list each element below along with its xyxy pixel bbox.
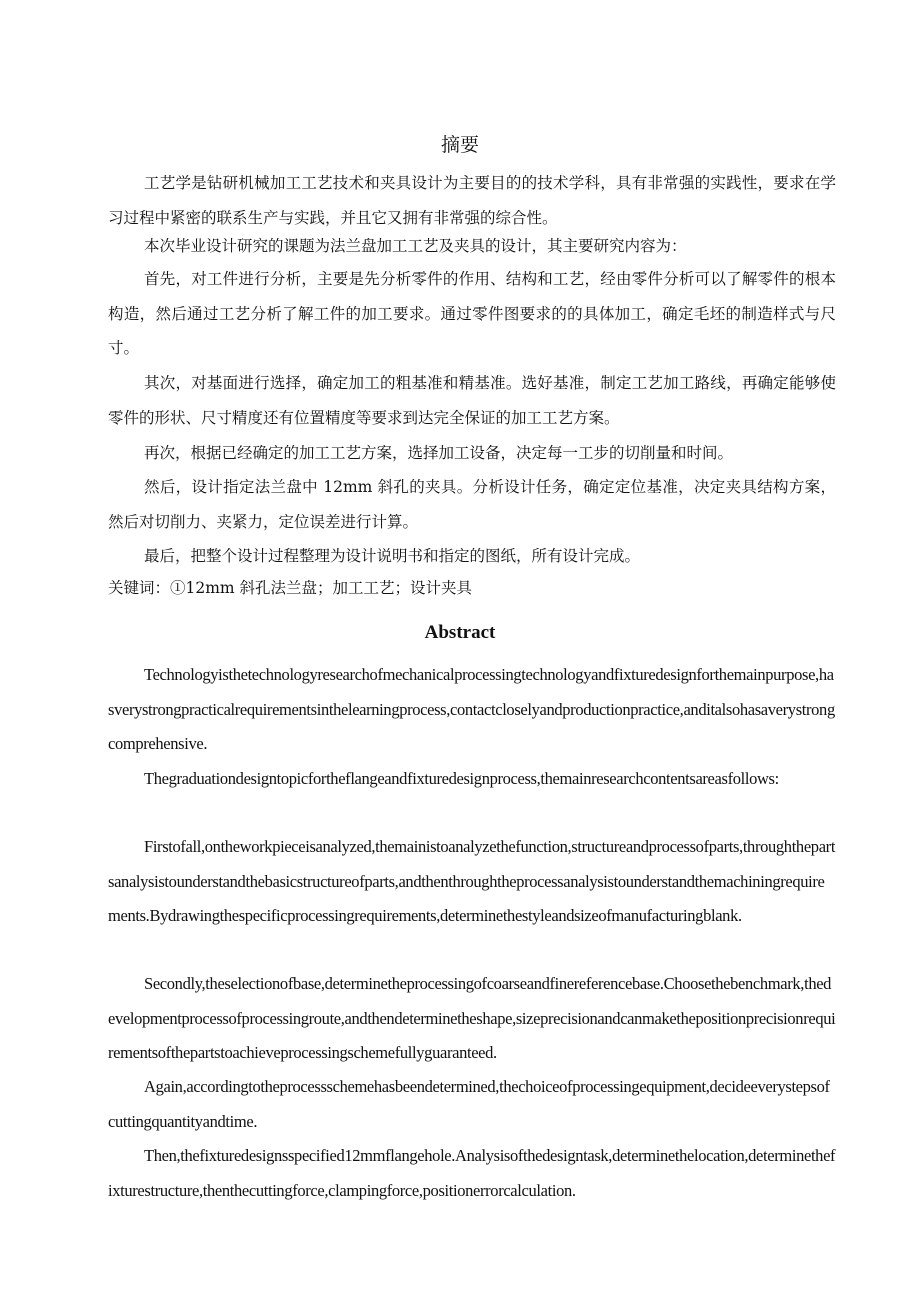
abstract-cn-paragraph-2: 本次毕业设计研究的课题为法兰盘加工工艺及夹具的设计，其主要研究内容为： <box>144 237 687 255</box>
abstract-en-paragraph-5: Again,accordingtotheprocessschemehasbeendetermined,thechoiceofprocessingequipment,decideeverystepsofcuttingquantityandtime. <box>108 1077 830 1131</box>
abstract-cn-keywords: 关键词：①12mm 斜孔法兰盘；加工工艺；设计夹具 <box>108 579 473 597</box>
abstract-en-paragraph-6: Then,thefixturedesignsspecified12mmflangehole.Analysisofthedesigntask,determinethelocation,determinethefixturestructure,thenthecuttingforce,clampingforce,positionerrorcalculation. <box>108 1146 836 1200</box>
abstract-en-paragraph-2: Thegraduationdesigntopicfortheflangeandfixturedesignprocess,themainresearchcontentsareasfollows: <box>144 769 779 788</box>
abstract-cn-paragraph-5: 再次，根据已经确定的加工工艺方案，选择加工设备，决定每一工步的切削量和时间。 <box>144 444 734 462</box>
abstract-cn-title: 摘要 <box>440 134 479 156</box>
abstract-en-paragraph-4: Secondly,theselectionofbase,determinetheprocessingofcoarseandfinereferencebase.Choosethebenchmark,thedevelopmentprocessofprocessingroute,andthendeterminetheshape,sizeprecisionandcanmakethepositionprecisionrequirementsofthepartstoachieveprocessingschemefullyguaranteed. <box>108 974 836 1062</box>
abstract-en-title: Abstract <box>424 622 496 643</box>
abstract-cn-paragraph-6: 然后，设计指定法兰盘中 12mm 斜孔的夹具。分析设计任务，确定定位基准，决定夹具结构方案，然后对切削力、夹紧力，定位误差进行计算。 <box>108 478 836 531</box>
abstract-en-paragraph-1: Technologyisthetechnologyresearchofmechanicalprocessingtechnologyandfixturedesignforthemainpurpose,hasverystrongpracticalrequirementsinthelearningprocess,contactcloselyandproductionpractice,anditalsohasaverystrongcomprehensive. <box>108 665 835 753</box>
abstract-cn-paragraph-4: 其次，对基面进行选择，确定加工的粗基准和精基准。选好基准，制定工艺加工路线，再确定能够使零件的形状、尺寸精度还有位置精度等要求到达完全保证的加工工艺方案。 <box>108 374 836 427</box>
abstract-cn-paragraph-7: 最后，把整个设计过程整理为设计说明书和指定的图纸，所有设计完成。 <box>144 547 641 565</box>
abstract-cn-paragraph-3: 首先，对工件进行分析，主要是先分析零件的作用、结构和工艺，经由零件分析可以了解零件的根本构造，然后通过工艺分析了解工件的加工要求。通过零件图要求的的具体加工，确定毛坯的制造样式与尺寸。 <box>108 270 836 357</box>
abstract-en-paragraph-3: Firstofall,ontheworkpieceisanalyzed,themainistoanalyzethefunction,structureandprocessofparts,throughthepartsanalysistounderstandthebasicstructureofparts,andthenthroughtheprocessanalysistounderstandthemachiningrequirements.Bydrawingthespecificprocessingrequirements,determinethestyleandsizeofmanufacturingblank. <box>108 837 836 925</box>
abstract-cn-paragraph-1: 工艺学是钻研机械加工工艺技术和夹具设计为主要目的的技术学科，具有非常强的实践性，要求在学习过程中紧密的联系生产与实践，并且它又拥有非常强的综合性。 <box>108 174 836 227</box>
